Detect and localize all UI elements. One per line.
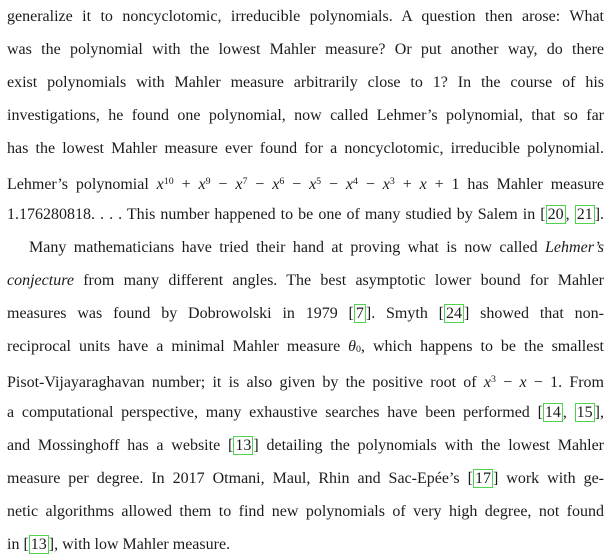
math-superscript: 9 — [205, 176, 211, 187]
text-line — [7, 231, 604, 264]
text-run: − — [321, 176, 346, 194]
text-run: + 1 has Mahler measure — [426, 176, 604, 194]
document-page — [7, 0, 604, 560]
math-superscript: 10 — [163, 176, 174, 187]
math-subscript: 0 — [356, 344, 361, 356]
text-line — [7, 297, 604, 330]
text-line — [7, 0, 604, 33]
math-variable: θ — [348, 338, 357, 355]
text-run: 1.176280818. . . . This number happened to be one of many studied by Salem in [ — [7, 206, 546, 223]
math-variable: x — [156, 176, 164, 194]
text-run: − — [495, 374, 520, 392]
text-run: was the polynomial with the lowest Mahler measure? Or put another way, do there — [7, 41, 604, 58]
citation-link[interactable]: 24 — [445, 305, 462, 322]
emphasis-text: conjecture — [7, 272, 74, 289]
text-line — [7, 396, 604, 429]
citation-link[interactable]: 20 — [547, 206, 564, 223]
math-variable: x — [483, 374, 491, 392]
text-run: reciprocal units have a minimal Mahler measure — [7, 338, 349, 355]
text-run: − 1. From — [526, 374, 604, 392]
text-run: + — [173, 176, 199, 194]
citation-link[interactable]: 14 — [544, 404, 561, 421]
math-variable: x — [419, 176, 427, 194]
text-run: + — [394, 176, 420, 194]
text-run: Lehmer’s polynomial — [7, 176, 157, 194]
text-run: in [ — [7, 536, 29, 553]
text-run: ], — [594, 404, 604, 421]
math-superscript: 3 — [389, 176, 395, 187]
citation-link[interactable]: 7 — [355, 305, 364, 322]
text-run: from many different angles. The best asymptotic lower bound for Mahler — [73, 272, 604, 289]
text-run: , — [562, 404, 575, 421]
text-run: investigations, he found one polynomial, now called Lehmer’s polynomial, that so far — [7, 107, 604, 124]
math-variable: x — [382, 176, 390, 194]
math-superscript: 4 — [353, 176, 358, 187]
math-variable: x — [272, 176, 280, 194]
text-line — [7, 528, 604, 560]
text-line — [7, 33, 604, 66]
citation-link[interactable]: 13 — [235, 437, 252, 454]
text-run: has the lowest Mahler measure ever found for a noncyclotomic, irreducible polynomial. — [7, 140, 604, 157]
text-run: , — [565, 206, 575, 223]
text-line — [7, 363, 604, 396]
text-run: ] work with ge- — [492, 470, 604, 487]
text-run: ]. — [594, 206, 604, 223]
text-run: Many mathematicians have tried their hand at proving what is now called — [29, 239, 546, 256]
text-line — [7, 330, 604, 363]
emphasis-text: Lehmer’s — [545, 239, 604, 256]
text-line — [7, 462, 604, 495]
text-run: ], with low Mahler measure. — [48, 536, 231, 553]
text-line — [7, 198, 604, 231]
text-line — [7, 99, 604, 132]
text-line — [7, 132, 604, 165]
text-line — [7, 429, 604, 462]
text-run: − — [210, 176, 236, 194]
text-line — [7, 165, 604, 198]
text-run: − — [357, 176, 383, 194]
text-line — [7, 495, 604, 528]
text-run: , which happens to be the smallest — [360, 338, 604, 355]
text-run: ]. Smyth [ — [365, 305, 444, 322]
citation-link[interactable]: 17 — [474, 470, 491, 487]
text-run: Pisot-Vijayaraghavan number; it is also given by the positive root of — [7, 374, 484, 392]
math-superscript: 6 — [279, 176, 285, 187]
citation-link[interactable]: 15 — [576, 404, 593, 421]
text-run: − — [284, 176, 310, 194]
text-run: measures was found by Dobrowolski in 1979 [ — [7, 305, 354, 322]
text-run: ] showed that non- — [463, 305, 604, 322]
math-superscript: 5 — [316, 176, 322, 187]
text-run: a computational perspective, many exhaustive searches have been performed [ — [7, 404, 543, 421]
text-line — [7, 264, 604, 297]
text-run: generalize it to noncyclotomic, irreducible polynomials. A question then arose: What — [7, 8, 604, 25]
citation-link[interactable]: 21 — [576, 206, 593, 223]
math-variable: x — [198, 176, 206, 194]
math-variable: x — [309, 176, 317, 194]
text-run: exist polynomials with Mahler measure arbitrarily close to 1? In the course of his — [7, 74, 604, 91]
math-superscript: 3 — [490, 374, 496, 385]
text-run: ] detailing the polynomials with the lowest Mahler — [253, 437, 604, 454]
paragraph — [7, 231, 604, 560]
text-run: − — [247, 176, 273, 194]
math-variable: x — [345, 176, 354, 194]
math-variable: x — [235, 176, 243, 194]
text-line — [7, 66, 604, 99]
text-run: and Mossinghoff has a website [ — [7, 437, 234, 454]
paragraph — [7, 0, 604, 231]
text-run: netic algorithms allowed them to find new polynomials of very high degree, not found — [7, 503, 604, 520]
math-superscript: 7 — [242, 176, 248, 187]
text-run: measure per degree. In 2017 Otmani, Maul, Rhin and Sac-Epée’s [ — [7, 470, 473, 487]
citation-link[interactable]: 13 — [30, 536, 47, 553]
math-variable: x — [519, 374, 527, 392]
